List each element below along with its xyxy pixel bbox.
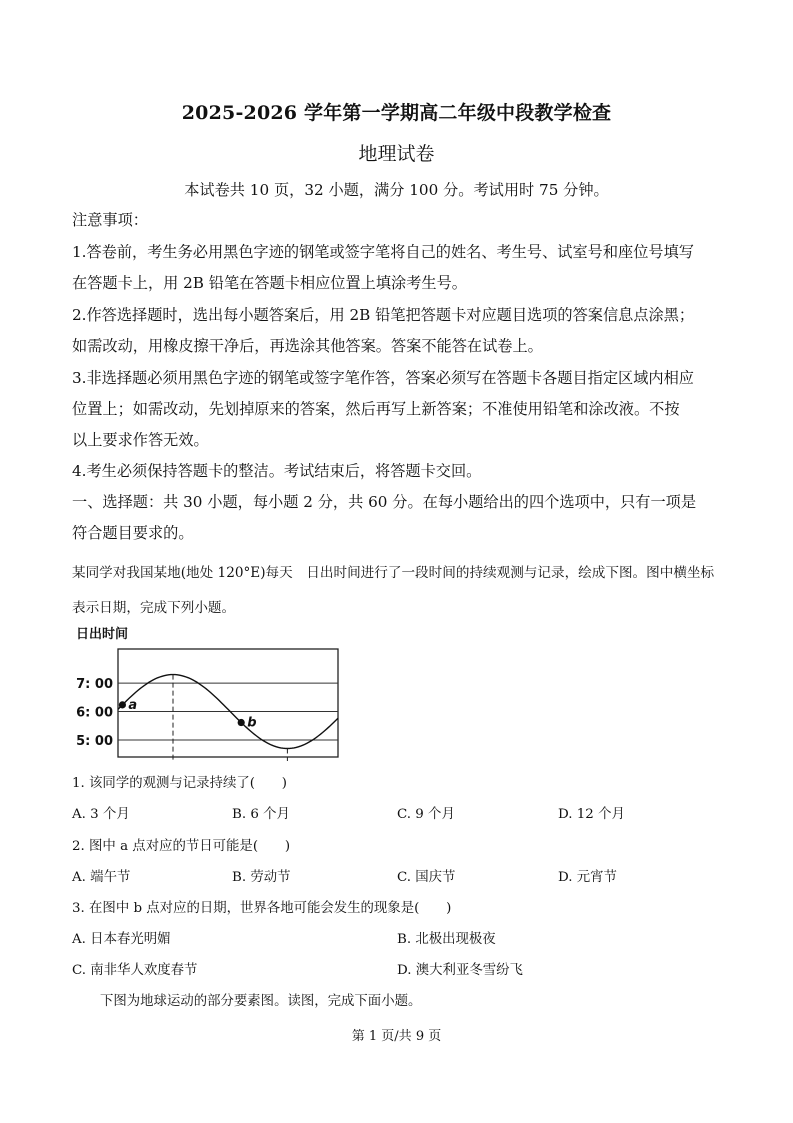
- question-3-option-a[interactable]: A. 日本春光明媚: [72, 932, 171, 947]
- notice-line: 4.考生必须保持答题卡的整洁。考试结束后，将答题卡交回。: [72, 462, 482, 480]
- question-3-option-b[interactable]: B. 北极出现极夜: [397, 932, 496, 947]
- section-heading-cont: 符合题目要求的。: [72, 524, 194, 542]
- notice-line: 1.答卷前，考生务必用黑色字迹的钢笔或签字笔将自己的姓名、考生号、试室号和座位号填写: [72, 243, 694, 261]
- section-heading: 一、选择题：共 30 小题，每小题 2 分，共 60 分。在每小题给出的四个选项中，只有一项是: [72, 493, 697, 511]
- question-2-option-b[interactable]: B. 劳动节: [232, 870, 291, 885]
- question-1-option-c[interactable]: C. 9 个月: [397, 807, 455, 822]
- notice-line: 如需改动，用橡皮擦干净后，再选涂其他答案。答案不能答在试卷上。: [72, 337, 543, 355]
- notice-line: 位置上；如需改动，先划掉原来的答案，然后再写上新答案；不准使用铅笔和涂改液。不按: [72, 400, 680, 418]
- chart-title: 日出时间: [76, 627, 129, 642]
- question-2-option-a[interactable]: A. 端午节: [72, 870, 131, 885]
- point-a: [119, 701, 126, 708]
- question-3-stem: 3. 在图中 b 点对应的日期，世界各地可能会发生的现象是( ): [72, 901, 452, 916]
- question-2-option-c[interactable]: C. 国庆节: [397, 870, 456, 885]
- next-question-stem: 下图为地球运动的部分要素图。读图，完成下面小题。: [100, 994, 422, 1009]
- question-1-option-d[interactable]: D. 12 个月: [558, 807, 625, 822]
- exam-subject: 地理试卷: [358, 143, 435, 165]
- question-1-option-b[interactable]: B. 6 个月: [232, 807, 290, 822]
- exam-summary: 本试卷共 10 页，32 小题，满分 100 分。考试用时 75 分钟。: [184, 181, 609, 199]
- y-tick-label: 5: 00: [76, 733, 113, 749]
- question-stem: 某同学对我国某地(地处 120°E)每天 日出时间进行了一段时间的持续观测与记录，绘成下图。图中横坐标: [72, 565, 715, 581]
- point-label-a: a: [128, 697, 138, 713]
- page-footer: 第 1 页/共 9 页: [351, 1029, 442, 1044]
- notice-line: 在答题卡上，用 2B 铅笔在答题卡相应位置上填涂考生号。: [72, 274, 467, 292]
- y-tick-label: 6: 00: [76, 705, 113, 721]
- notice-line: 2.作答选择题时，选出每小题答案后，用 2B 铅笔把答题卡对应题目选项的答案信息点涂黑；: [72, 306, 695, 324]
- question-1-stem: 1. 该同学的观测与记录持续了( ): [72, 776, 287, 791]
- point-b: [238, 719, 245, 726]
- question-2-option-d[interactable]: D. 元宵节: [558, 870, 617, 885]
- question-3-option-d[interactable]: D. 澳大利亚冬雪纷飞: [397, 963, 523, 978]
- y-tick-label: 7: 00: [76, 677, 113, 693]
- question-3-option-c[interactable]: C. 南非华人欢度春节: [72, 963, 198, 978]
- chart-frame: [118, 649, 338, 757]
- exam-title: 2025-2026 学年第一学期高二年级中段教学检查: [181, 102, 612, 124]
- notice-line: 3.非选择题必须用黑色字迹的钢笔或签字笔作答，答案必须写在答题卡各题目指定区域内相应: [72, 369, 694, 387]
- notice-heading: 注意事项：: [72, 211, 148, 229]
- point-label-b: b: [247, 715, 257, 731]
- question-1-option-a[interactable]: A. 3 个月: [72, 807, 130, 822]
- sunrise-chart: [70, 622, 370, 762]
- question-2-stem: 2. 图中 a 点对应的节日可能是( ): [72, 839, 291, 854]
- question-stem-cont: 表示日期，完成下列小题。: [72, 600, 236, 616]
- notice-line: 以上要求作答无效。: [72, 431, 209, 449]
